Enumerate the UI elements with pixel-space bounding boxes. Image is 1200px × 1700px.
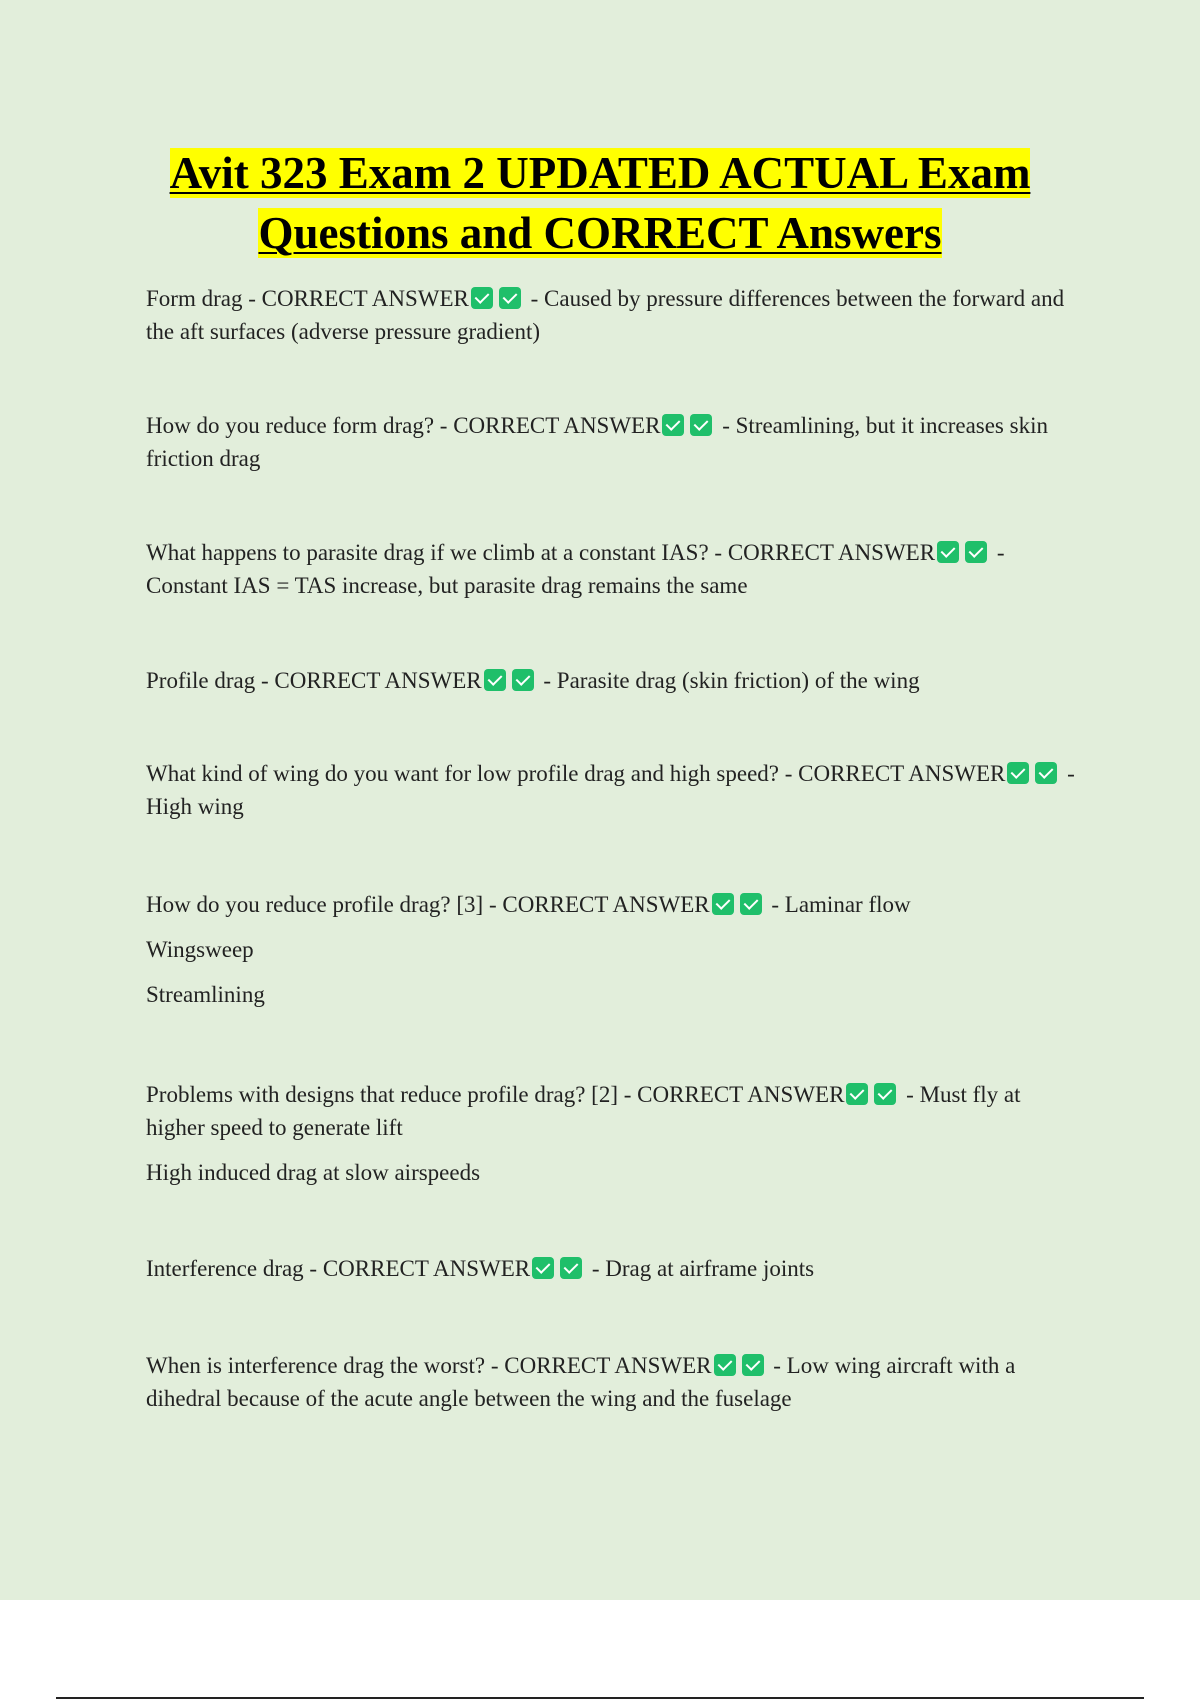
answer-text: - Caused by pressure differences between the forward and the aft surfaces (adverse pressure gradient) (146, 286, 1065, 344)
qa-item (146, 1078, 1076, 1189)
check-mark-button-icon (662, 414, 684, 436)
check-mark-button-icon (512, 669, 534, 691)
answer-text: - Parasite drag (skin friction) of the wing (543, 668, 920, 693)
qa-text (146, 1078, 1076, 1144)
qa-text (146, 1252, 1076, 1285)
qa-item (146, 757, 1076, 823)
answer-extra-line: Wingsweep (146, 937, 254, 962)
qa-text (146, 409, 1076, 475)
question-text: Problems with designs that reduce profile drag? [2] - CORRECT ANSWER (146, 1082, 845, 1107)
qa-text (146, 664, 1076, 697)
qa-item (146, 888, 1076, 1011)
qa-item (146, 1252, 1076, 1285)
qa-item (146, 409, 1076, 475)
title-line-1: Avit 323 Exam 2 UPDATED ACTUAL Exam (169, 148, 1031, 198)
footer-divider (56, 1697, 1144, 1699)
qa-text (146, 536, 1076, 602)
document-title (0, 143, 1200, 263)
check-mark-button-icon (874, 1083, 896, 1105)
qa-item (146, 282, 1076, 348)
qa-item (146, 1349, 1076, 1415)
check-mark-button-icon (712, 893, 734, 915)
answer-text: - Low wing aircraft with a dihedral because of the acute angle between the wing and the fuselage (146, 1353, 1016, 1411)
check-mark-button-icon (484, 669, 506, 691)
check-mark-button-icon (1035, 762, 1057, 784)
check-mark-button-icon (560, 1257, 582, 1279)
check-mark-button-icon (499, 287, 521, 309)
answer-text: - Laminar flow (771, 892, 911, 917)
qa-item (146, 536, 1076, 602)
qa-text (146, 757, 1076, 823)
question-text: How do you reduce profile drag? [3] - CORRECT ANSWER (146, 892, 710, 917)
question-text: Profile drag - CORRECT ANSWER (146, 668, 482, 693)
check-mark-button-icon (965, 541, 987, 563)
qa-text (146, 282, 1076, 348)
answer-text: - Constant IAS = TAS increase, but parasite drag remains the same (146, 540, 1005, 598)
check-mark-button-icon (846, 1083, 868, 1105)
qa-item (146, 664, 1076, 697)
check-mark-button-icon (742, 1354, 764, 1376)
question-text: What happens to parasite drag if we climb at a constant IAS? - CORRECT ANSWER (146, 540, 936, 565)
question-text: How do you reduce form drag? - CORRECT ANSWER (146, 413, 661, 438)
title-line-2: Questions and CORRECT Answers (258, 208, 942, 258)
question-text: What kind of wing do you want for low profile drag and high speed? - CORRECT ANSWER (146, 761, 1006, 786)
check-mark-button-icon (740, 893, 762, 915)
check-mark-button-icon (1007, 762, 1029, 784)
check-mark-button-icon (471, 287, 493, 309)
qa-text (146, 888, 1076, 921)
answer-extra-line: Streamlining (146, 982, 265, 1007)
answer-text: - Streamlining, but it increases skin friction drag (146, 413, 1048, 471)
answer-text: - Must fly at higher speed to generate lift (146, 1082, 1021, 1140)
qa-text (146, 1349, 1076, 1415)
question-text: Interference drag - CORRECT ANSWER (146, 1256, 531, 1281)
check-mark-button-icon (690, 414, 712, 436)
check-mark-button-icon (937, 541, 959, 563)
answer-text: - High wing (146, 761, 1075, 819)
answer-text: - Drag at airframe joints (591, 1256, 815, 1281)
question-text: Form drag - CORRECT ANSWER (146, 286, 469, 311)
answer-extra-line: High induced drag at slow airspeeds (146, 1160, 481, 1185)
question-text: When is interference drag the worst? - CORRECT ANSWER (146, 1353, 712, 1378)
check-mark-button-icon (532, 1257, 554, 1279)
check-mark-button-icon (714, 1354, 736, 1376)
